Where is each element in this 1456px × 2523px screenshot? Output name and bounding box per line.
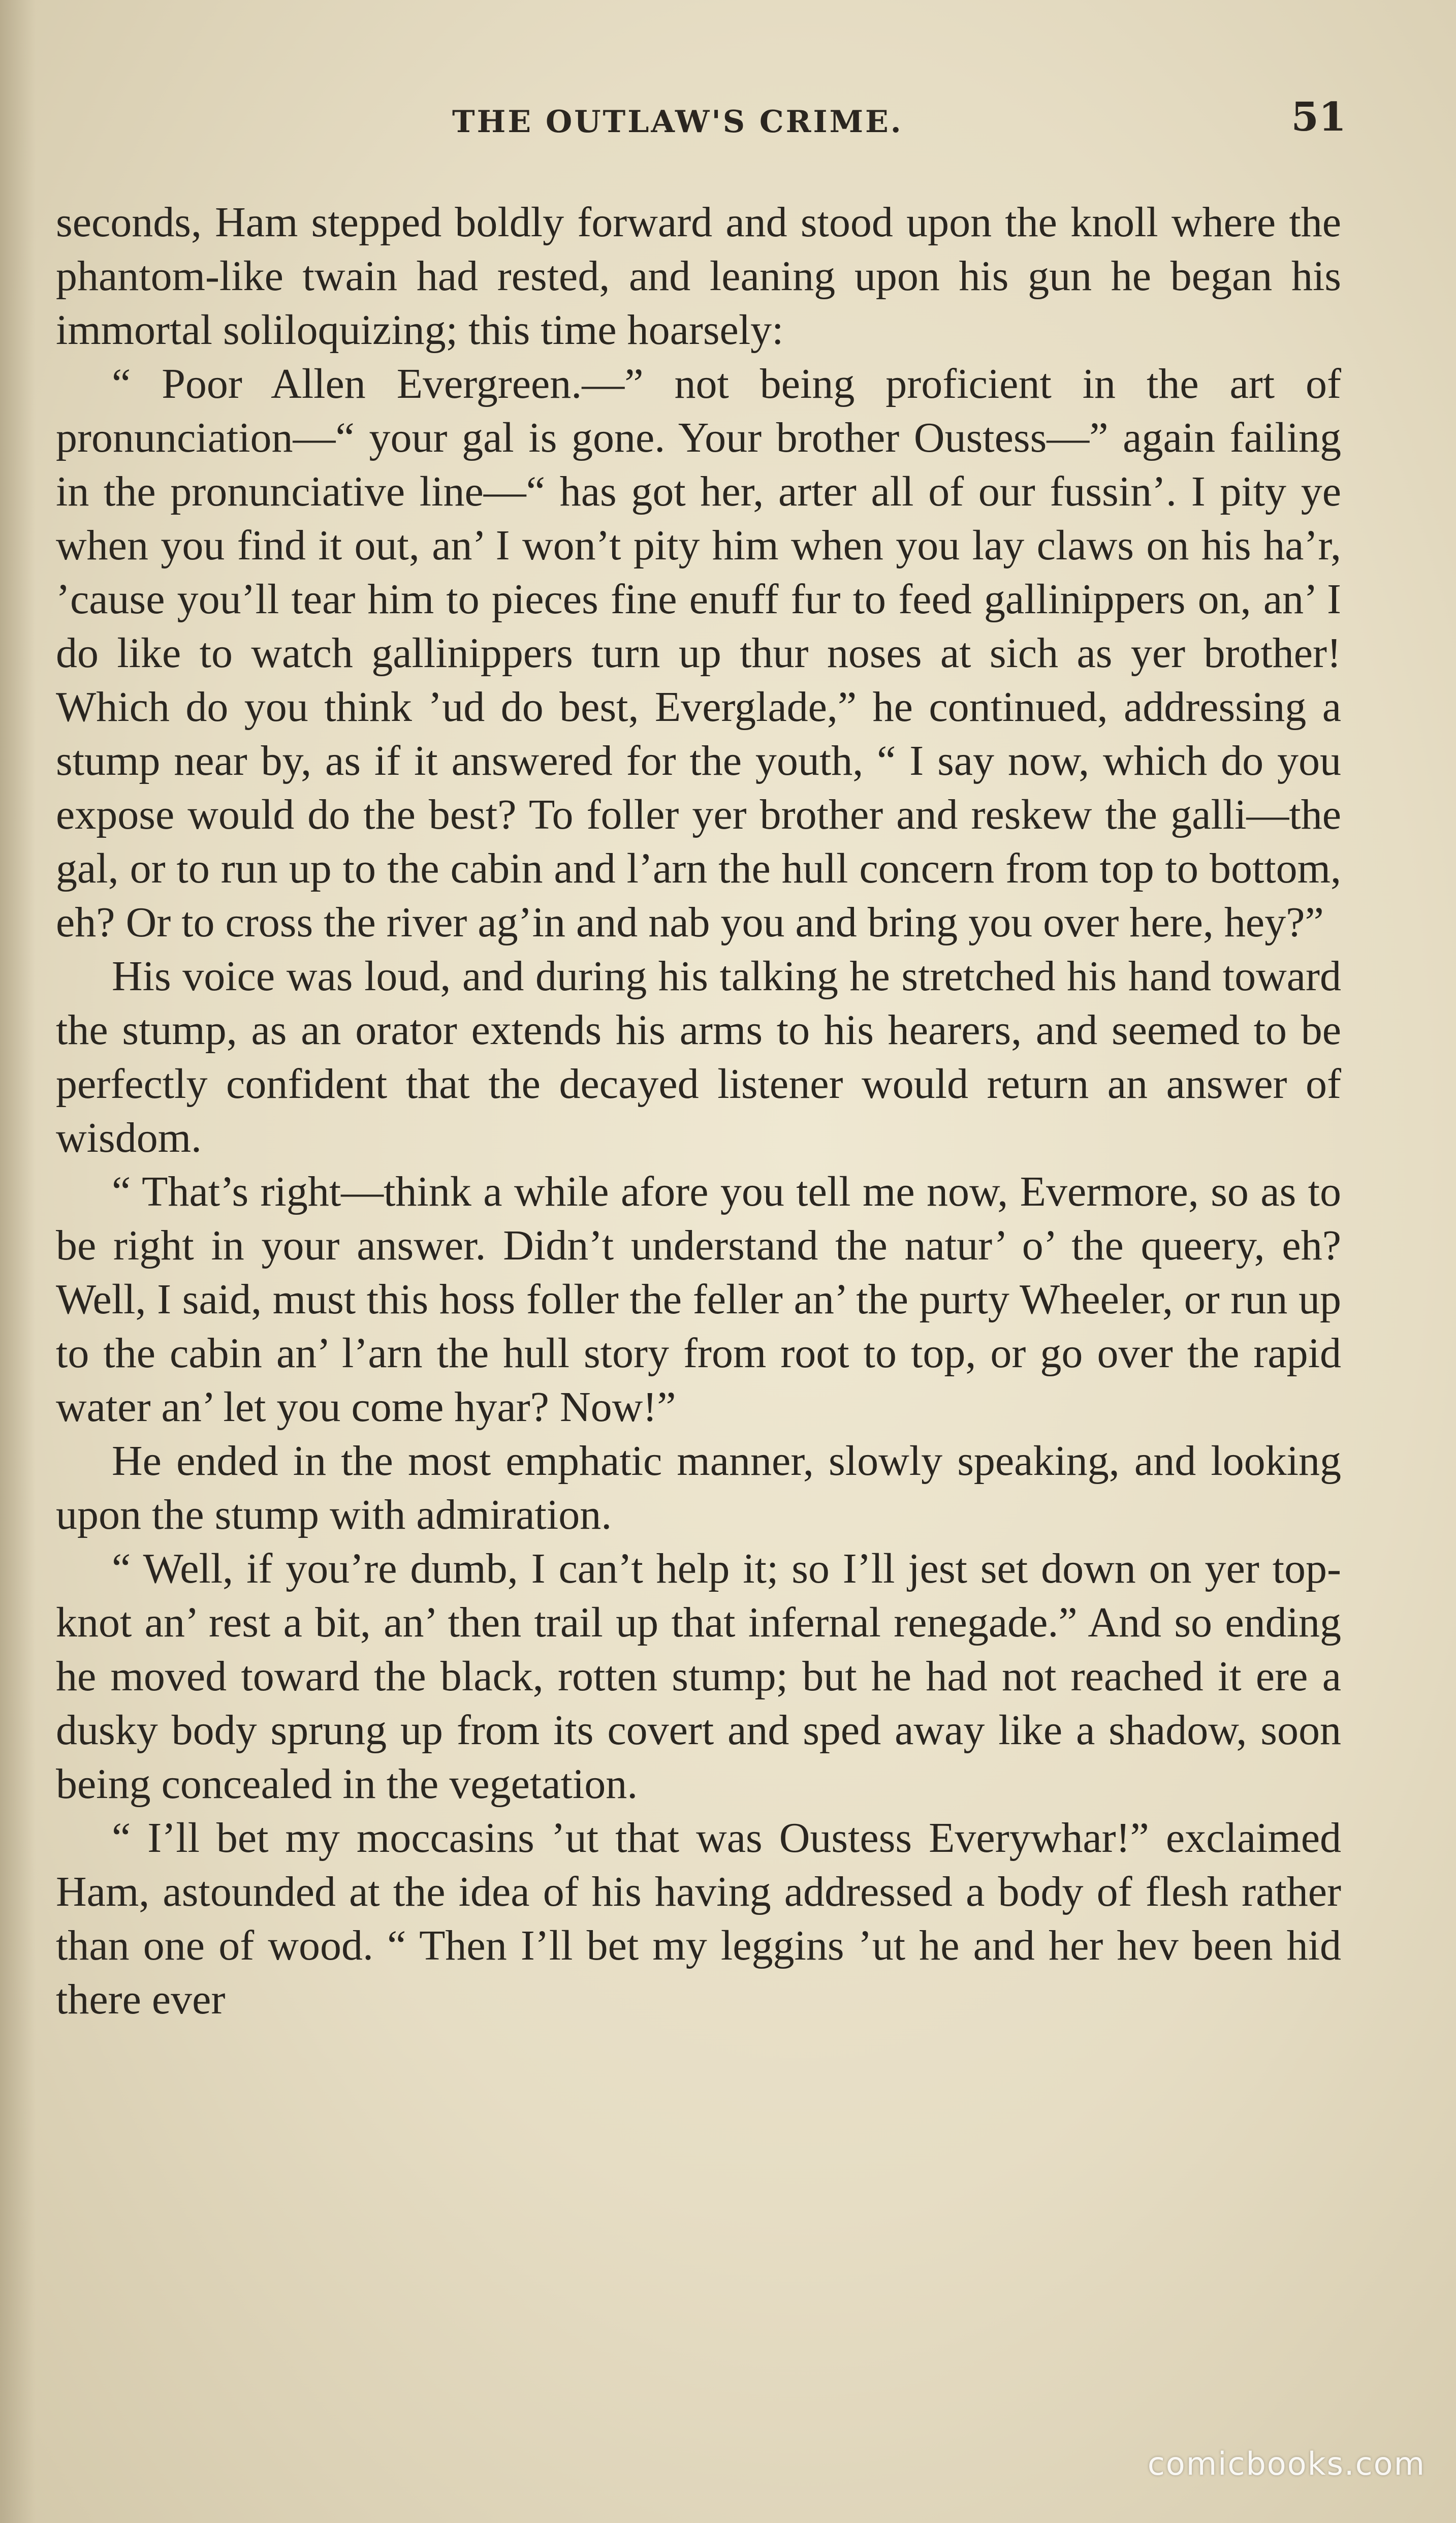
page-number: 51	[1291, 94, 1346, 140]
watermark: comicbooks.com	[1147, 2445, 1426, 2482]
paragraph: seconds, Ham stepped boldly forward and stood upon the knoll where the phantom-like twain had rested, and leaning upon his gun he began his immortal soliloquizing; this time hoarsely:	[56, 199, 1341, 354]
paragraph: “ That’s right—think a while afore you tell me now, Evermore, so as to be right in your answer. Didn’t understand the natur’ o’ the queery, eh? Well, I said, must this hoss foller the feller an’ the purty Wheeler, or run up to the cabin an’ l’arn the hull story from root to top, or go over the rapid water an’ let you come hyar? Now!”	[56, 1168, 1341, 1431]
paragraph: “ Poor Allen Evergreen.—” not being proficient in the art of pronunciation—“ your gal is gone. Your brother Oustess—” again failing in the pronunciative line—“ has got her, arter all of our fussin’. I pity ye when you find it out, an’ I won’t pity him when you lay claws on his ha’r, ’cause you’ll tear him to pieces fine enuff fur to feed gallinippers on, an’ I do like to watch gallinippers turn up thur noses at sich as yer brother! Which do you think ’ud do best, Everglade,” he continued, addressing a stump near by, as if it answered for the youth, “ I say now, which do you expose would do the best? To foller yer brother and reskew the galli—the gal, or to run up to the cabin and l’arn the hull concern from top to bottom, eh? Or to cross the river ag’in and nab you and bring you over here, hey?”	[56, 360, 1341, 946]
body-text	[56, 196, 1341, 2027]
paragraph: “ I’ll bet my moccasins ’ut that was Oustess Everywhar!” exclaimed Ham, astounded at the idea of his having addressed a body of flesh rather than one of wood. “ Then I’ll bet my leggins ’ut he and her hev been hid there ever	[56, 1814, 1341, 2023]
paragraph: He ended in the most emphatic manner, slowly speaking, and looking upon the stump with admiration.	[56, 1437, 1341, 1538]
paragraph: “ Well, if you’re dumb, I can’t help it; so I’ll jest set down on yer top-knot an’ rest a bit, an’ then trail up that infernal renegade.” And so ending he moved toward the black, rotten stump; but he had not reached it ere a dusky body sprung up from its covert and sped away like a shadow, soon being concealed in the vegetation.	[56, 1545, 1341, 1808]
page-header	[66, 94, 1346, 155]
paragraph: His voice was loud, and during his talking he stretched his hand toward the stump, as an orator extends his arms to his hearers, and seemed to be perfectly confident that the decayed listener would return an answer of wisdom.	[56, 953, 1341, 1161]
page-edge-shadow	[0, 0, 36, 2523]
running-head: THE OUTLAW'S CRIME.	[452, 104, 903, 140]
